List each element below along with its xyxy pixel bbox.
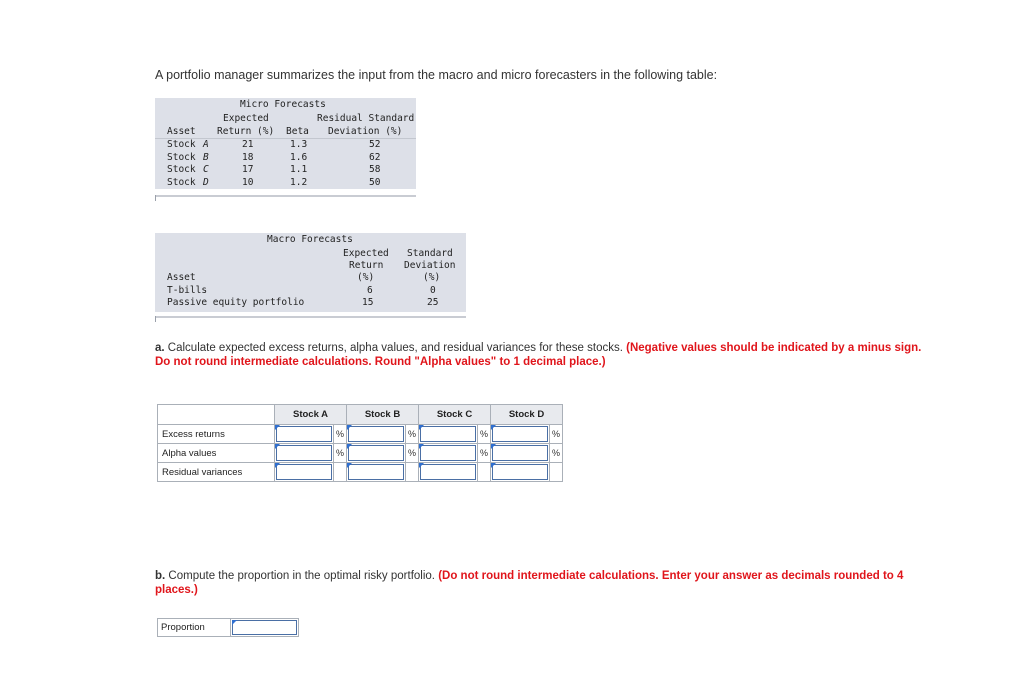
macro-row-return: 15 <box>362 297 374 308</box>
percent-unit: % <box>550 425 563 444</box>
question-b-prefix: b. <box>155 570 166 582</box>
alpha-stock-d-input[interactable] <box>491 444 550 463</box>
micro-row-letter: D <box>203 177 209 188</box>
row-label-alpha-values: Alpha values <box>158 444 275 463</box>
percent-unit: % <box>334 425 347 444</box>
excess-returns-stock-a-input[interactable] <box>275 425 334 444</box>
macro-header-sd3: (%) <box>423 272 441 283</box>
alpha-stock-b-input[interactable] <box>347 444 406 463</box>
micro-row-sd: 58 <box>369 164 381 175</box>
micro-header-expected: Expected <box>223 113 269 124</box>
micro-row-sd: 50 <box>369 177 381 188</box>
macro-header-asset: Asset <box>167 272 196 283</box>
excess-returns-stock-d-input[interactable] <box>491 425 550 444</box>
macro-header-sd1: Standard <box>407 248 453 259</box>
micro-row-return: 21 <box>242 139 254 150</box>
proportion-row <box>157 618 299 637</box>
micro-row-asset: Stock <box>167 139 202 150</box>
percent-unit: % <box>406 425 419 444</box>
macro-row-asset: T-bills <box>167 285 208 296</box>
row-label-excess-returns: Excess returns <box>158 425 275 444</box>
micro-header-asset: Asset <box>167 126 196 137</box>
answer-table <box>157 404 563 482</box>
residual-variance-stock-b-input[interactable] <box>347 463 406 482</box>
empty-unit <box>478 463 491 482</box>
micro-row-letter: B <box>203 152 209 163</box>
percent-unit: % <box>550 444 563 463</box>
row-label-residual-variances: Residual variances <box>158 463 275 482</box>
micro-row-return: 18 <box>242 152 254 163</box>
micro-header-resid1: Residual Standard <box>317 113 415 124</box>
excess-returns-stock-c-input[interactable] <box>419 425 478 444</box>
micro-row-beta: 1.3 <box>290 139 308 150</box>
micro-row-sd: 52 <box>369 139 381 150</box>
micro-row-asset: Stock <box>167 164 202 175</box>
header-stock-a: Stock A <box>275 405 347 425</box>
answer-table-corner <box>158 405 275 425</box>
macro-header-sd2: Deviation <box>404 260 456 271</box>
micro-row-sd: 62 <box>369 152 381 163</box>
macro-row-return: 6 <box>367 285 373 296</box>
excess-returns-stock-b-input[interactable] <box>347 425 406 444</box>
header-stock-d: Stock D <box>491 405 563 425</box>
intro-text: A portfolio manager summarizes the input from the macro and micro forecasters in the following table: <box>155 68 718 82</box>
micro-row-letter: A <box>203 139 209 150</box>
alpha-stock-c-input[interactable] <box>419 444 478 463</box>
micro-header-resid2: Deviation (%) <box>328 126 403 137</box>
percent-unit: % <box>334 444 347 463</box>
question-a-note: (Negative values should be indicated by a minus sign. Do not round intermediate calculations. Round "Alpha values" to 1 decimal place.) <box>155 342 922 368</box>
residual-variance-stock-a-input[interactable] <box>275 463 334 482</box>
question-a <box>155 341 925 369</box>
question-b <box>155 569 925 597</box>
header-stock-b: Stock B <box>347 405 419 425</box>
micro-row-beta: 1.1 <box>290 164 308 175</box>
micro-row-asset: Stock <box>167 177 202 188</box>
percent-unit: % <box>406 444 419 463</box>
micro-header-beta: Beta <box>286 126 309 137</box>
question-b-text: Compute the proportion in the optimal risky portfolio. <box>165 570 435 582</box>
macro-row-sd: 0 <box>430 285 436 296</box>
macro-title: Macro Forecasts <box>267 234 353 245</box>
percent-unit: % <box>478 425 491 444</box>
empty-unit <box>550 463 563 482</box>
percent-unit: % <box>478 444 491 463</box>
macro-header-exp1: Expected <box>343 248 389 259</box>
question-a-text: Calculate expected excess returns, alpha values, and residual variances for these stocks. <box>164 342 623 354</box>
macro-row-asset: Passive equity portfolio <box>167 297 305 308</box>
proportion-input[interactable] <box>232 620 297 635</box>
macro-header-exp2: Return <box>349 260 384 271</box>
residual-variance-stock-d-input[interactable] <box>491 463 550 482</box>
micro-row-beta: 1.6 <box>290 152 308 163</box>
micro-row-beta: 1.2 <box>290 177 308 188</box>
header-stock-c: Stock C <box>419 405 491 425</box>
proportion-label: Proportion <box>161 622 205 633</box>
residual-variance-stock-c-input[interactable] <box>419 463 478 482</box>
micro-row-return: 17 <box>242 164 254 175</box>
macro-header-exp3: (%) <box>357 272 375 283</box>
micro-row-letter: C <box>203 164 209 175</box>
micro-row-asset: Stock <box>167 152 202 163</box>
macro-row-sd: 25 <box>427 297 439 308</box>
question-a-prefix: a. <box>155 342 165 354</box>
micro-header-return: Return (%) <box>217 126 275 137</box>
question-b-note: (Do not round intermediate calculations. Enter your answer as decimals rounded to 4 places.) <box>155 570 904 596</box>
alpha-stock-a-input[interactable] <box>275 444 334 463</box>
empty-unit <box>334 463 347 482</box>
empty-unit <box>406 463 419 482</box>
micro-row-return: 10 <box>242 177 254 188</box>
micro-title: Micro Forecasts <box>240 99 326 110</box>
